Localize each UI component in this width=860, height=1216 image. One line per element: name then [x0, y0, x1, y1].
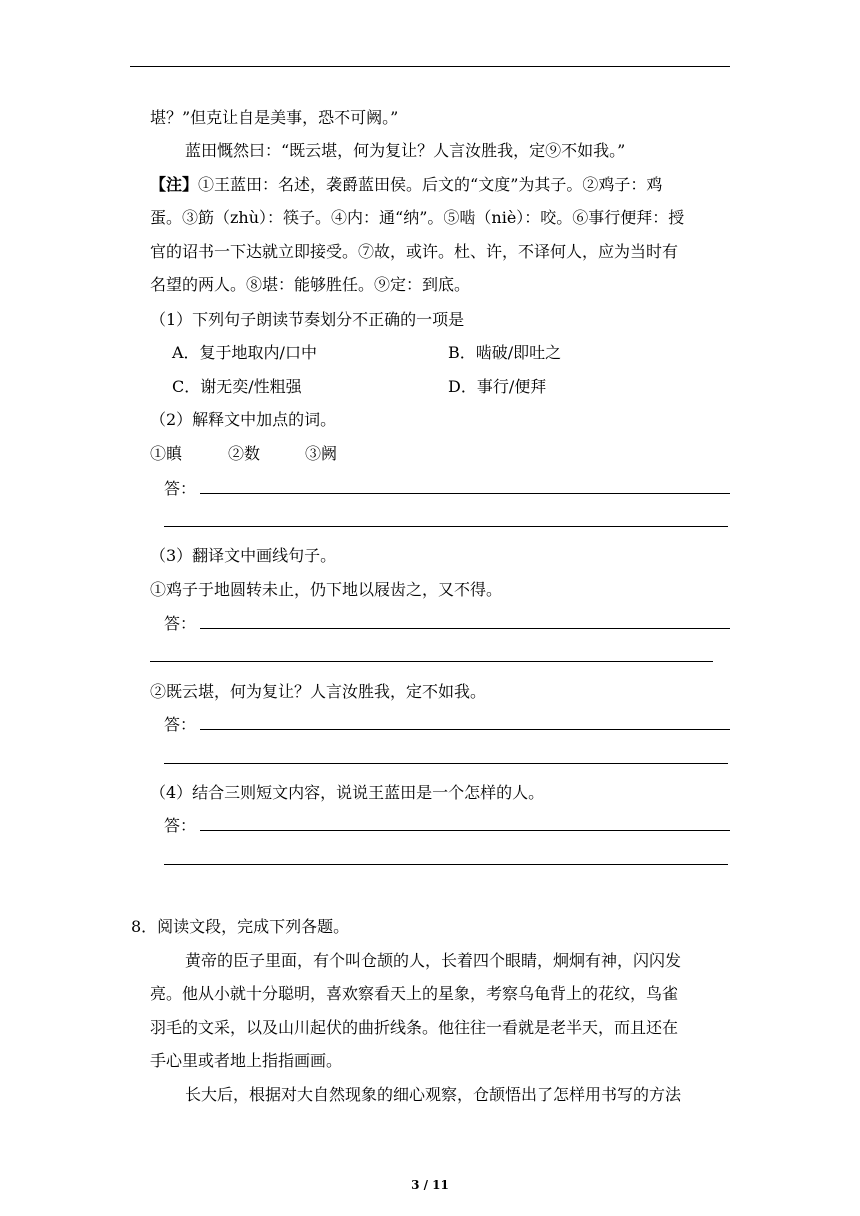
answer-line[interactable]: [200, 830, 730, 831]
question-8-stem: 8．阅读文段，完成下列各题。: [131, 917, 350, 936]
note-line: 蛋。③筯（zhù）：筷子。④内：通“纳”。⑤啮（niè）：咬。⑥事行便拜：授: [150, 208, 685, 227]
question-2-word-2: ②数: [228, 444, 261, 463]
question-8-paragraph-line: 亮。他从小就十分聪明，喜欢察看天上的星象，考察乌龟背上的花纹，鸟雀: [150, 984, 679, 1003]
answer-line[interactable]: [164, 763, 728, 764]
question-8-paragraph-line: 羽毛的文采，以及山川起伏的曲折线条。他往往一看就是老半天，而且还在: [150, 1018, 679, 1037]
question-1-option-d: D．事行/便拜: [448, 377, 547, 396]
question-3-sentence-1: ①鸡子于地圆转未止，仍下地以屐齿之，又不得。: [150, 580, 503, 599]
question-1-stem: （1）下列句子朗读节奏划分不正确的一项是: [150, 310, 465, 329]
question-1-option-b: B．啮破/即吐之: [448, 343, 562, 362]
question-2-stem: （2）解释文中加点的词。: [150, 410, 337, 429]
question-3-stem: （3）翻译文中画线句子。: [150, 546, 337, 565]
answer-line[interactable]: [200, 628, 730, 629]
question-1-option-a: A．复于地取内/口中: [172, 343, 317, 362]
question-2-word-1: ①瞋: [150, 444, 183, 463]
note-line: 官的诏书一下达就立即接受。⑦故，或许。杜、许，不译何人，应为当时有: [150, 242, 679, 261]
question-8-paragraph-line: 手心里或者地上指指画画。: [150, 1051, 343, 1070]
note-text: ①王蓝田：名述，袭爵蓝田侯。后文的“文度”为其子。②鸡子：鸡: [198, 175, 663, 194]
passage-line: 堪？”但克让自是美事，恐不可阙。”: [150, 108, 399, 127]
answer-line[interactable]: [150, 661, 713, 662]
answer-line[interactable]: [164, 526, 728, 527]
answer-label: 答：: [164, 479, 197, 498]
question-1-option-c: C．谢无奕/性粗强: [172, 377, 302, 396]
passage-line: 蓝田慨然曰：“既云堪，何为复让？人言汝胜我，定⑨不如我。”: [185, 141, 626, 160]
header-rule: [130, 66, 730, 67]
answer-label: 答：: [164, 715, 197, 734]
note-tag: 【注】: [150, 175, 199, 194]
question-8-paragraph-line: 长大后，根据对大自然现象的细心观察，仓颉悟出了怎样用书写的方法: [185, 1085, 682, 1104]
question-2-word-3: ③阙: [305, 444, 338, 463]
note-line: 名望的两人。⑧堪：能够胜任。⑨定：到底。: [150, 275, 471, 294]
question-8-paragraph-line: 黄帝的臣子里面，有个叫仓颉的人，长着四个眼睛，炯炯有神，闪闪发: [185, 951, 682, 970]
note-line: [150, 174, 662, 196]
answer-label: 答：: [164, 614, 197, 633]
page-number: 3 / 11: [411, 1178, 449, 1192]
answer-line[interactable]: [200, 493, 730, 494]
question-3-sentence-2: ②既云堪，何为复让？人言汝胜我，定不如我。: [150, 682, 487, 701]
question-4-stem: （4）结合三则短文内容，说说王蓝田是一个怎样的人。: [150, 783, 545, 802]
answer-line[interactable]: [200, 729, 730, 730]
answer-label: 答：: [164, 816, 197, 835]
answer-line[interactable]: [164, 864, 728, 865]
